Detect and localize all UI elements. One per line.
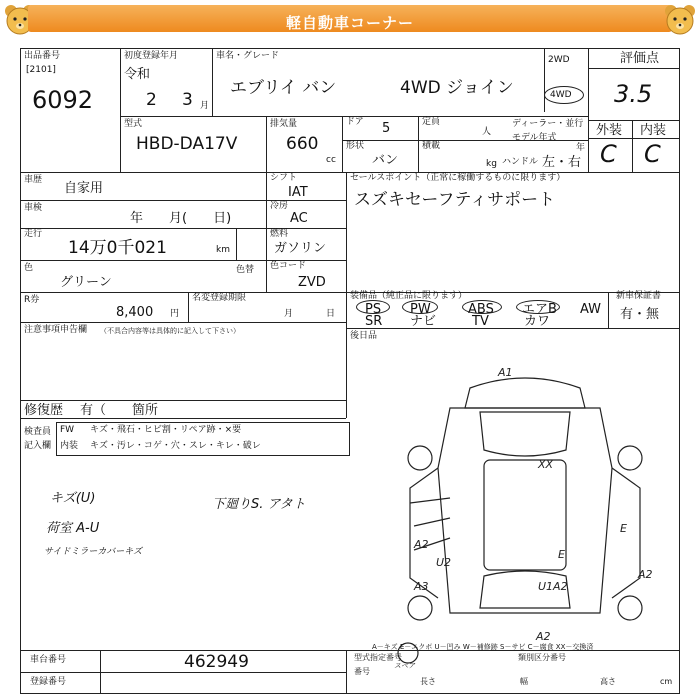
model-label: 車名・グレード	[216, 51, 280, 61]
diagram-mark-u1a2: U1A2	[538, 580, 568, 593]
footer-unit: cm	[660, 677, 673, 686]
equip-ps-circle	[356, 300, 390, 317]
equip-pw-circle	[402, 300, 438, 317]
color-change-label: 色替	[236, 265, 255, 275]
doors-label: ドア	[346, 117, 364, 127]
diagram-left-side	[410, 468, 438, 598]
inspection-label: 車検	[24, 203, 43, 213]
inspector-label1: 検査員	[24, 427, 52, 437]
load-unit: kg	[486, 159, 497, 169]
equip-airbag: エアB	[522, 302, 557, 317]
ac-label: 冷房	[270, 201, 289, 211]
model-name: エブリイ バン	[230, 78, 337, 98]
capacity-unit: 人	[482, 127, 492, 137]
handle-label: ハンドル	[502, 157, 539, 167]
repair-label: 修復歴	[24, 403, 64, 418]
interior-label: 内装	[640, 123, 667, 138]
header-bar	[28, 5, 672, 32]
hand-note-mid: 下廻りS. アタト	[212, 497, 306, 512]
hand-note-1: キズ(U)	[50, 491, 96, 506]
model-year-label: モデル年式	[512, 133, 557, 143]
regno-label: 登録番号	[30, 677, 67, 687]
interior-value: C	[644, 140, 661, 168]
header-banner	[0, 0, 700, 40]
color-code-value: ZVD	[298, 275, 326, 290]
doors-value: 5	[382, 121, 391, 136]
notes-label: 注意事項申告欄	[24, 325, 88, 335]
recycle-label: R券	[24, 295, 40, 305]
color-label: 色	[24, 263, 34, 273]
diagram-roof	[484, 460, 566, 570]
type-value: HBD-DA17V	[136, 134, 238, 154]
lot-label: 出品番号	[24, 51, 61, 61]
model-year-unit: 年	[576, 143, 586, 153]
chassis-label: 車台番号	[30, 655, 67, 665]
load-label: 積載	[422, 141, 441, 151]
category-label: 車歴	[24, 175, 43, 185]
hand-note-3: サイドミラーカバーキズ	[44, 547, 143, 557]
diagram-mark-e-roof: E	[558, 548, 565, 561]
equip-aw: AW	[580, 302, 602, 317]
diagram-wheel-rr	[618, 596, 642, 620]
notes-sub: （不具合内容等は具体的に記入して下さい）	[100, 327, 240, 335]
diagram-mark-xx: XX	[538, 458, 554, 471]
footer-l6: 高さ	[600, 677, 616, 686]
mileage-value: 14万0千021	[68, 238, 167, 258]
lot-sub: [2101]	[26, 65, 56, 75]
shift-label: シフト	[270, 173, 298, 183]
model-grade: 4WD ジョイン	[400, 78, 514, 98]
header-title: 軽自動車コーナー	[285, 14, 414, 32]
diagram-wheel-fr	[618, 446, 642, 470]
capacity-label: 定員	[422, 117, 441, 127]
diagram-mark-a3: A3	[414, 580, 429, 593]
lot-number: 6092	[32, 86, 94, 114]
diagram-mark-u2: U2	[436, 556, 452, 569]
diagram-spare-label: スペア	[394, 662, 415, 670]
equip-airbag-circle	[516, 300, 560, 317]
diagram-mark-a1: A1	[498, 366, 513, 379]
chassis-value: 462949	[184, 652, 249, 672]
category-value: 自家用	[64, 181, 104, 196]
name-change-month: 月	[284, 309, 294, 319]
diagram-wheel-fl	[408, 446, 432, 470]
color-value: グリーン	[60, 275, 112, 290]
footer-l5: 幅	[520, 677, 528, 686]
name-change-label: 名変登録期限	[192, 293, 247, 303]
ac-value: AC	[290, 211, 308, 226]
auction-sheet	[20, 44, 680, 696]
recycle-value: 8,400	[116, 305, 154, 320]
legend-fw-text: キズ・飛石・ヒビ割・リペア跡・×要	[90, 425, 242, 435]
equip-tv: TV	[472, 314, 489, 329]
diagram-windshield	[480, 412, 570, 456]
sales-point-value: スズキセーフティサポート	[354, 190, 556, 210]
recycle-unit: 円	[170, 309, 180, 319]
equip-sr: SR	[365, 314, 383, 329]
mileage-label: 走行	[24, 229, 43, 239]
equip-ps: PS	[365, 302, 382, 317]
legend-int: 内装	[60, 441, 79, 451]
equip-abs-circle	[462, 300, 502, 317]
diagram-mark-a2-left: A2	[414, 538, 429, 551]
registration-label: 初度登録年月	[124, 51, 179, 61]
drive-4wd: 4WD	[550, 90, 572, 100]
registration-month-unit: 月	[200, 101, 210, 111]
inspection-value: 年 月( 日)	[130, 211, 232, 226]
displacement-value: 660	[286, 134, 319, 154]
handle-value: 左・右	[542, 155, 582, 170]
diagram-hood	[465, 378, 585, 408]
registration-year: 2	[146, 90, 157, 110]
bear-mascot-icon	[662, 2, 698, 38]
repair-value: 有（ 箇所	[80, 403, 159, 418]
legend-int-text: キズ・汚レ・コゲ・穴・スレ・キレ・破レ	[90, 441, 261, 451]
dealer-label: ディーラー・並行	[512, 119, 584, 129]
diagram-mark-a2-rear: A2	[536, 630, 551, 643]
registration-month: 3	[182, 90, 193, 110]
displacement-label: 排気量	[270, 119, 298, 129]
diagram-body	[438, 408, 612, 613]
exterior-label: 外装	[596, 123, 623, 138]
rear-label: 後日品	[350, 331, 378, 341]
name-change-day: 日	[326, 309, 336, 319]
diagram-legend: A－キズ E－エクボ U－凹み W－補修跡 S－サビ C－腐食 XX－交換済	[372, 643, 594, 651]
diagram-mark-e-right: E	[620, 522, 627, 535]
equipment-label: 装備品（純正品に限ります）	[350, 291, 468, 301]
color-code-label: 色コード	[270, 261, 307, 271]
footer-l3: 番号	[354, 667, 370, 676]
equip-abs: ABS	[468, 302, 494, 317]
shape-value: バン	[372, 153, 399, 168]
equip-pw: PW	[410, 302, 431, 317]
diagram-mark-a2-right: A2	[638, 568, 653, 581]
mileage-unit: km	[216, 245, 230, 255]
warranty-value: 有・無	[620, 307, 660, 322]
shift-value: IAT	[288, 185, 308, 200]
footer-l1: 型式指定番号	[354, 653, 402, 662]
warranty-label: 新車保証書	[616, 291, 662, 301]
exterior-value: C	[600, 140, 617, 168]
diagram-wheel-rl	[408, 596, 432, 620]
inspector-label2: 記入欄	[24, 441, 52, 451]
score-value: 3.5	[614, 80, 653, 108]
score-label: 評価点	[620, 51, 660, 66]
shape-label: 形状	[346, 141, 365, 151]
sales-point-label: セールスポイント（正常に稼働するものに限ります）	[350, 173, 566, 183]
equip-leather: カワ	[524, 314, 551, 329]
registration-era: 令和	[124, 67, 151, 82]
type-label: 型式	[124, 119, 143, 129]
legend-fw: FW	[60, 425, 75, 435]
hand-note-2: 荷室 A-U	[46, 521, 100, 536]
equip-navi: ナビ	[410, 314, 437, 329]
footer-l4: 長さ	[420, 677, 436, 686]
fuel-value: ガソリン	[274, 241, 327, 256]
fuel-label: 燃料	[270, 229, 289, 239]
drive-2wd: 2WD	[548, 55, 570, 65]
footer-l2: 類別区分番号	[518, 653, 566, 662]
displacement-unit: cc	[326, 155, 336, 165]
